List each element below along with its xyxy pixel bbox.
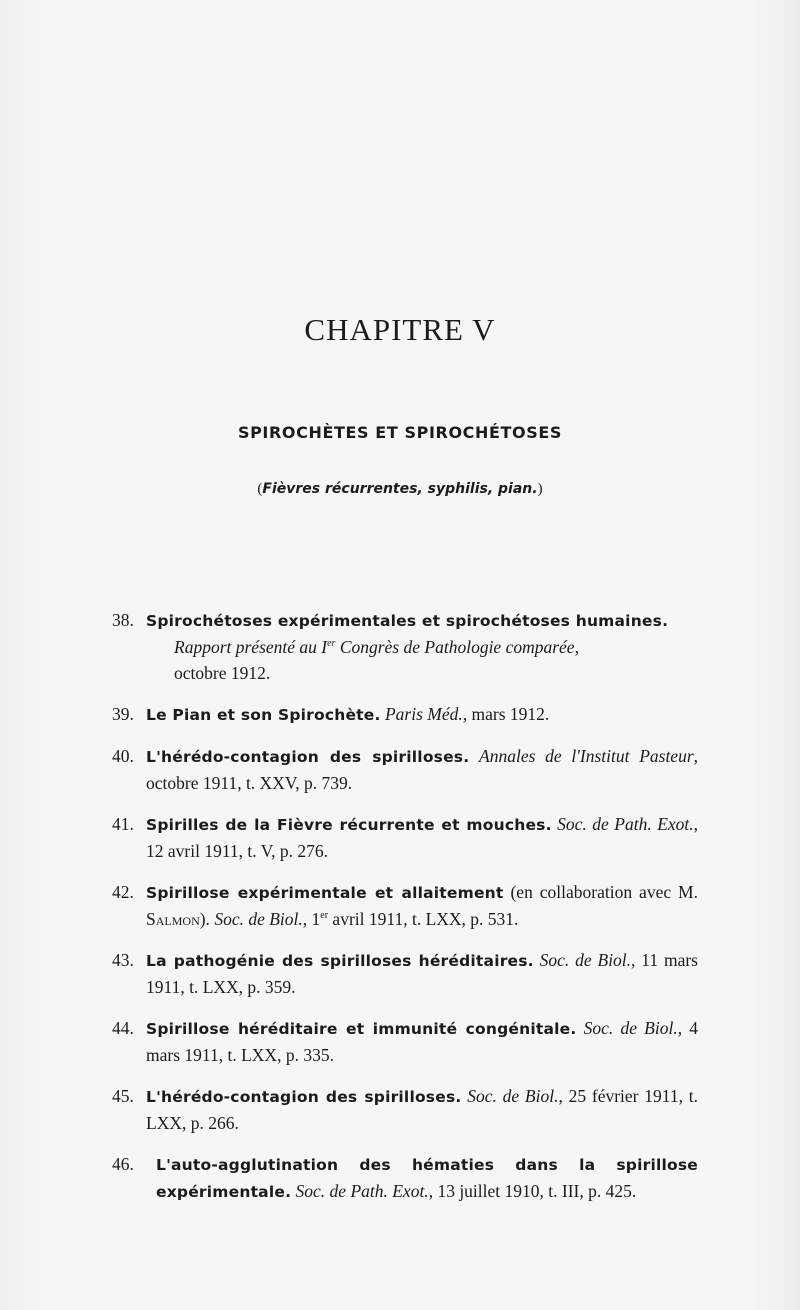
list-item-42 xyxy=(112,879,698,932)
entry-title: La pathogénie des spirilloses héréditaires. xyxy=(146,952,534,970)
paren-open: ( xyxy=(257,481,263,497)
entry-details: , 12 avril 1911, t. V, p. 276. xyxy=(146,814,699,861)
entry-title: L'auto-agglutination des hématies dans la spirillose expérimentale. xyxy=(156,1156,698,1201)
entry-details: , 25 février 1911, t. LXX, p. 266. xyxy=(146,1086,698,1133)
entry-number: 46. xyxy=(112,1154,134,1174)
entry-details: , 13 juillet 1910, t. III, p. 425. xyxy=(428,1181,637,1201)
entry-reference: Soc. de Biol. xyxy=(583,1018,678,1038)
entry-reference: Annales de l'Institut Pasteur xyxy=(479,746,694,766)
entry-number: 39. xyxy=(112,704,134,724)
list-item-38 xyxy=(112,607,698,686)
list-item-40 xyxy=(112,743,698,796)
entry-number: 40. xyxy=(112,746,134,766)
entry-title: Spirochétoses expérimentales et spirochétoses humaines. xyxy=(146,612,669,630)
entry-details: , octobre 1911, t. XXV, p. 739. xyxy=(146,746,699,793)
entry-title: L'hérédo-contagion des spirilloses. xyxy=(146,1088,462,1106)
entry-title: L'hérédo-contagion des spirilloses. xyxy=(146,748,470,766)
entry-number: 41. xyxy=(112,814,134,834)
entry-number: 43. xyxy=(112,950,134,970)
entry-reference: Paris Méd. xyxy=(384,704,463,724)
entry-reference: Soc. de Path. Exot. xyxy=(557,814,694,834)
chapter-heading: CHAPITRE V xyxy=(304,312,496,347)
entry-reference: Rapport présenté au Ier Congrès de Pathologie comparée, xyxy=(174,637,579,657)
list-item-43 xyxy=(112,947,698,1000)
entry-details: , mars 1912. xyxy=(462,704,550,724)
list-item-39 xyxy=(112,701,698,728)
entry-title: Le Pian et son Spirochète. xyxy=(146,706,381,724)
collaborator-name: Salmon xyxy=(146,909,200,929)
list-item-41 xyxy=(112,811,698,864)
entry-title: Spirillose héréditaire et immunité congénitale. xyxy=(146,1020,577,1038)
entry-details: , 1er avril 1911, t. LXX, p. 531. xyxy=(302,909,519,929)
topics-text: Fièvres récurrentes, syphilis, pian. xyxy=(262,481,538,497)
entry-title: Spirillose expérimentale et allaitement xyxy=(146,884,504,902)
paren-close: ) xyxy=(537,481,543,497)
entry-collaboration: (en collaboration avec M. Salmon). xyxy=(146,882,698,929)
entry-details: octobre 1912. xyxy=(174,663,271,683)
entry-reference: Soc. de Path. Exot. xyxy=(295,1181,429,1201)
entry-number: 44. xyxy=(112,1018,134,1038)
chapter-topics xyxy=(0,481,800,498)
entry-reference: Soc. de Biol. xyxy=(539,950,632,970)
entry-details: , 11 mars 1911, t. LXX, p. 359. xyxy=(146,950,698,997)
entry-number: 42. xyxy=(112,882,134,902)
chapter-subtitle: SPIROCHÈTES ET SPIROCHÉTOSES xyxy=(237,423,563,442)
entry-number: 38. xyxy=(112,610,134,630)
entry-number: 45. xyxy=(112,1086,134,1106)
list-item-46 xyxy=(112,1151,698,1205)
entry-title: Spirilles de la Fièvre récurrente et mouches. xyxy=(146,816,552,834)
list-item-45 xyxy=(112,1083,698,1136)
list-item-44 xyxy=(112,1015,698,1068)
bibliography-list xyxy=(112,607,698,1220)
entry-details: , 4 mars 1911, t. LXX, p. 335. xyxy=(146,1018,699,1065)
entry-reference: Soc. de Biol. xyxy=(467,1086,559,1106)
entry-reference: Soc. de Biol. xyxy=(214,909,303,929)
